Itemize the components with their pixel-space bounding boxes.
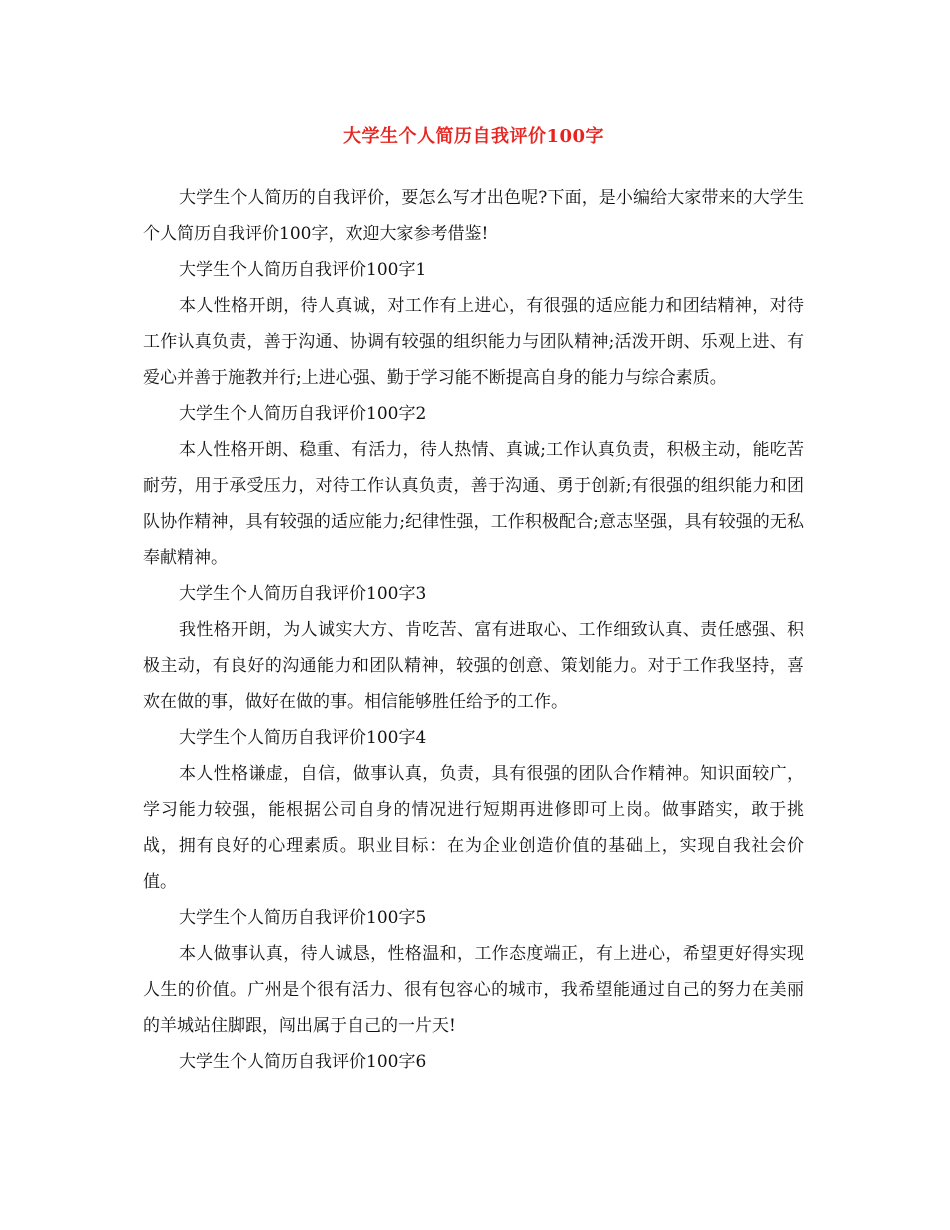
section-heading-2: 大学生个人简历自我评价100字2 <box>179 404 427 424</box>
intro-paragraph: 大学生个人简历的自我评价，要怎么写才出色呢?下面，是小编给大家带来的大学生个人简历自我评价100字，欢迎大家参考借鉴! <box>143 188 804 244</box>
section-heading-4: 大学生个人简历自我评价100字4 <box>179 728 427 748</box>
section-body-2: 本人性格开朗、稳重、有活力，待人热情、真诚;工作认真负责，积极主动，能吃苦耐劳，用于承受压力，对待工作认真负责，善于沟通、勇于创新;有很强的组织能力和团队协作精神，具有较强的适应能力;纪律性强，工作积极配合;意志坚强，具有较强的无私奉献精神。 <box>143 440 804 568</box>
document-title: 大学生个人简历自我评价100字 <box>342 126 605 147</box>
section-heading-5: 大学生个人简历自我评价100字5 <box>179 908 427 928</box>
section-heading-6: 大学生个人简历自我评价100字6 <box>179 1052 427 1072</box>
section-body-4: 本人性格谦虚，自信，做事认真，负责，具有很强的团队合作精神。知识面较广，学习能力较强，能根据公司自身的情况进行短期再进修即可上岗。做事踏实，敢于挑战，拥有良好的心理素质。职业目标：在为企业创造价值的基础上，实现自我社会价值。 <box>143 764 804 892</box>
section-body-1: 本人性格开朗，待人真诚，对工作有上进心，有很强的适应能力和团结精神，对待工作认真负责，善于沟通、协调有较强的组织能力与团队精神;活泼开朗、乐观上进、有爱心并善于施教并行;上进心强、勤于学习能不断提高自身的能力与综合素质。 <box>143 296 804 388</box>
section-body-5: 本人做事认真，待人诚恳，性格温和，工作态度端正，有上进心，希望更好得实现人生的价值。广州是个很有活力、很有包容心的城市，我希望能通过自己的努力在美丽的羊城站住脚跟，闯出属于自己的一片天! <box>143 944 804 1036</box>
section-body-3: 我性格开朗，为人诚实大方、肯吃苦、富有进取心、工作细致认真、责任感强、积极主动，有良好的沟通能力和团队精神，较强的创意、策划能力。对于工作我坚持，喜欢在做的事，做好在做的事。相信能够胜任给予的工作。 <box>143 620 804 712</box>
section-heading-3: 大学生个人简历自我评价100字3 <box>179 584 427 604</box>
document-body <box>143 180 804 1080</box>
section-heading-1: 大学生个人简历自我评价100字1 <box>179 260 427 280</box>
